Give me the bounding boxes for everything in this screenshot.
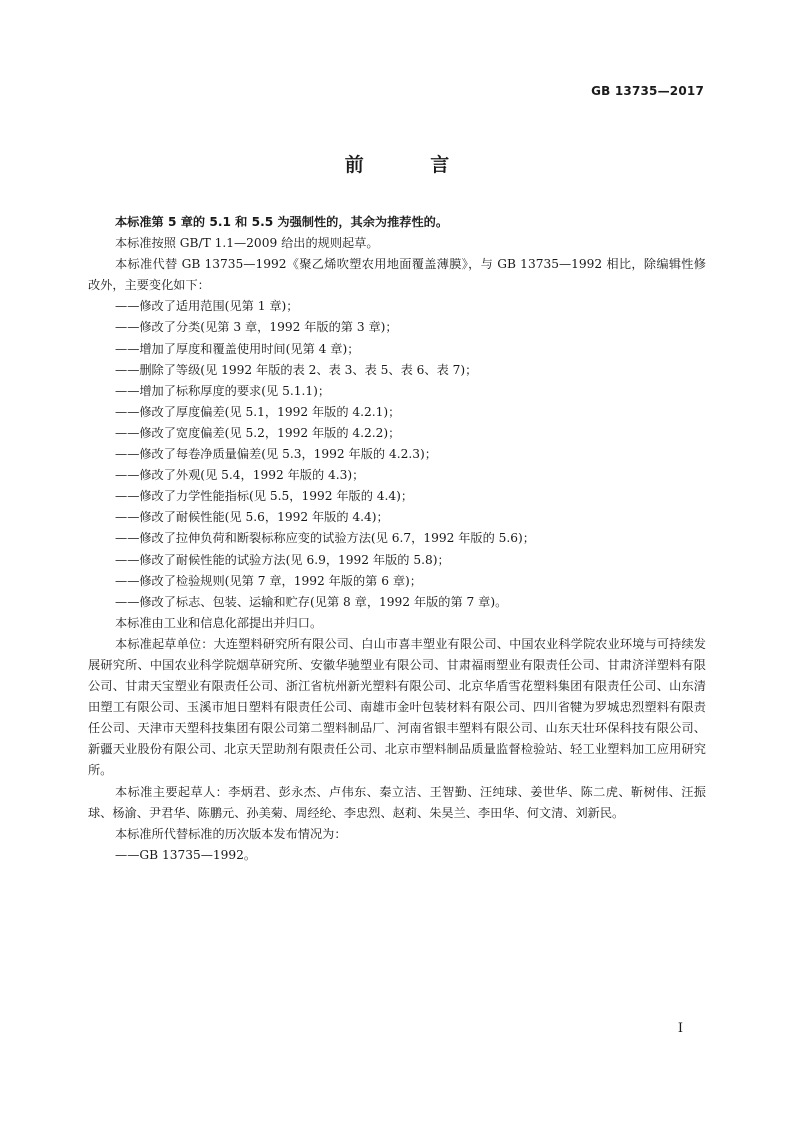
list-item: ——修改了厚度偏差(见 5.1，1992 年版的 4.2.1)； bbox=[115, 404, 401, 419]
list-item: ——修改了外观(见 5.4，1992 年版的 4.3)； bbox=[115, 468, 365, 483]
list-item: ——修改了检验规则(见第 7 章，1992 年版的第 6 章)； bbox=[115, 573, 422, 588]
list-item: ——修改了宽度偏差(见 5.2，1992 年版的 4.2.2)； bbox=[115, 425, 401, 440]
list-item: ——修改了适用范围(见第 1 章)； bbox=[115, 299, 299, 314]
history-intro: 本标准所代替标准的历次版本发布情况为： bbox=[115, 826, 347, 841]
changes-list bbox=[88, 296, 706, 612]
drafters: 本标准主要起草人：李炳君、彭永杰、卢伟东、秦立洁、王智勤、汪纯球、姜世华、陈二虎、靳树伟、汪振球、杨渝、尹君华、陈鹏元、孙美菊、周经纶、李忠烈、赵莉、朱昊兰、李田华、何文清、刘新民。 bbox=[88, 784, 706, 820]
replacement-statement: 本标准代替 GB 13735—1992《聚乙烯吹塑农用地面覆盖薄膜》，与 GB 13735—1992 相比，除编辑性修改外，主要变化如下： bbox=[88, 257, 706, 293]
list-item: ——修改了每卷净质量偏差(见 5.3，1992 年版的 4.2.3)； bbox=[115, 447, 437, 462]
list-item: ——修改了拉伸负荷和断裂标称应变的试验方法(见 6.7，1992 年版的 5.6)； bbox=[115, 531, 535, 546]
list-item: ——增加了厚度和覆盖使用时间(见第 4 章)； bbox=[115, 341, 360, 356]
proposal-statement: 本标准由工业和信息化部提出并归口。 bbox=[115, 615, 323, 630]
list-item: ——增加了标称厚度的要求(见 5.1.1)； bbox=[115, 383, 331, 398]
document-body bbox=[88, 212, 706, 866]
list-item: ——修改了耐候性能(见 5.6，1992 年版的 4.4)； bbox=[115, 510, 389, 525]
list-item: ——修改了分类(见第 3 章，1992 年版的第 3 章)； bbox=[115, 320, 398, 335]
list-item: ——删除了等级(见 1992 年版的表 2、表 3、表 5、表 6、表 7)； bbox=[115, 362, 478, 377]
mandatory-clause-statement: 本标准第 5 章的 5.1 和 5.5 为强制性的，其余为推荐性的。 bbox=[115, 215, 449, 229]
list-item: ——修改了耐候性能的试验方法(见 6.9，1992 年版的 5.8)； bbox=[115, 552, 450, 567]
history-item: ——GB 13735—1992。 bbox=[115, 847, 257, 862]
drafting-units: 本标准起草单位：大连塑料研究所有限公司、白山市喜丰塑业有限公司、中国农业科学院农业环境与可持续发展研究所、中国农业科学院烟草研究所、安徽华驰塑业有限公司、甘肃福雨塑业有限责任公司、甘肃济洋塑料有限公司、甘肃天宝塑业有限责任公司、浙江省杭州新光塑料有限公司、北京华盾雪花塑料集团有限责任公司、山东清田塑工有限公司、玉溪市旭日塑料有限责任公司、南雄市金叶包装材料有限公司、四川省犍为罗城忠烈塑料有限责任公司、天津市天塑科技集团有限公司第二塑料制品厂、河南省银丰塑料有限公司、山东天壮环保科技有限公司、新疆天业股份有限公司、北京天罡助剂有限责任公司、北京市塑料制品质量监督检验站、轻工业塑料加工应用研究所。 bbox=[88, 636, 706, 778]
list-item: ——修改了力学性能指标(见 5.5，1992 年版的 4.4)； bbox=[115, 489, 414, 504]
standard-code: GB 13735—2017 bbox=[591, 84, 704, 98]
page-title: 前 言 bbox=[344, 154, 480, 176]
list-item: ——修改了标志、包装、运输和贮存(见第 8 章，1992 年版的第 7 章)。 bbox=[115, 594, 508, 609]
page-number: I bbox=[677, 1021, 683, 1036]
drafting-rule-statement: 本标准按照 GB/T 1.1—2009 给出的规则起草。 bbox=[115, 236, 379, 251]
